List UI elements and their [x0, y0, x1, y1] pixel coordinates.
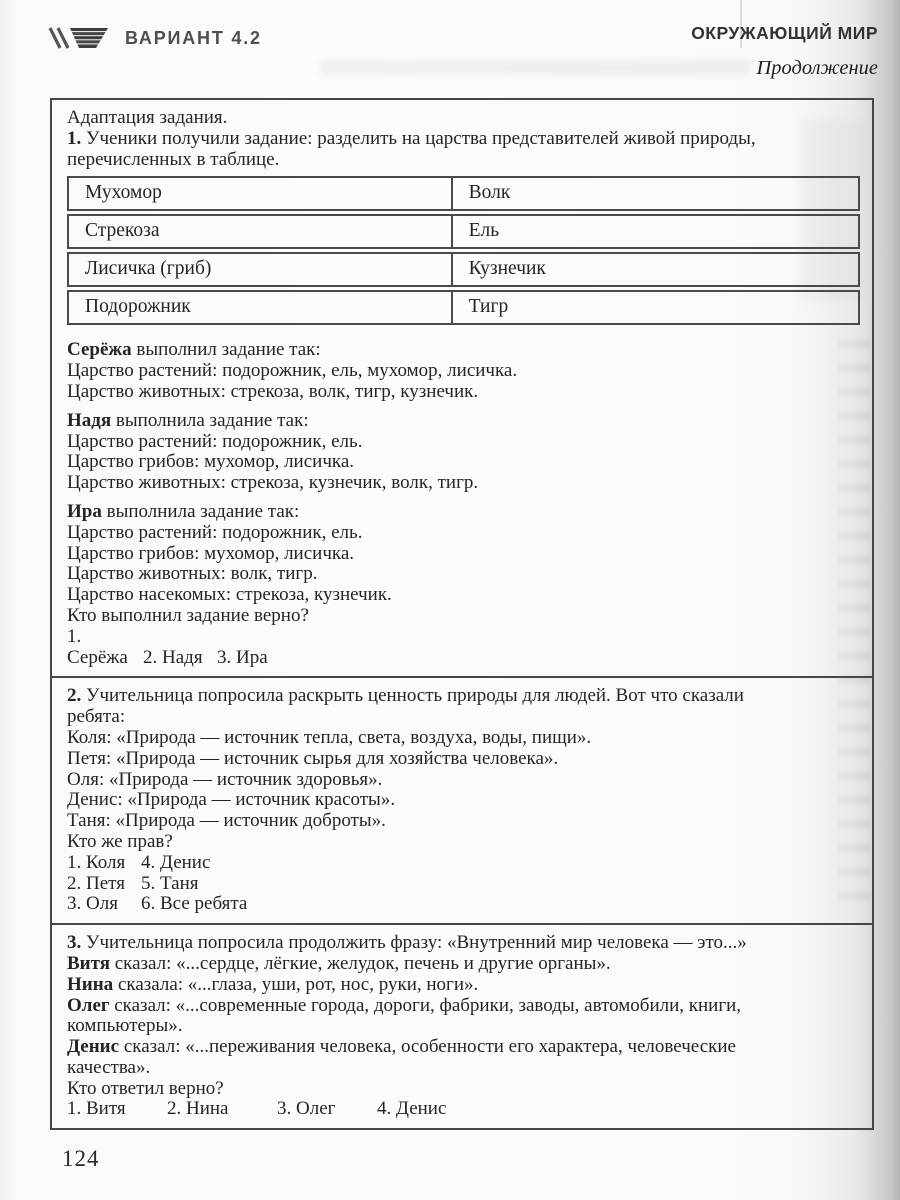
table-cell: Кузнечик [452, 252, 860, 287]
page-number: 124 [62, 1146, 100, 1171]
quote-line: Таня: «Природа — источник доброты». [67, 810, 386, 832]
speaker-text: сказал: «...переживания человека, особенности его характера, человеческие [119, 1036, 736, 1058]
speaker-line [67, 1037, 860, 1079]
speaker-text-continued: качества». [67, 1056, 151, 1078]
answer-line: Царство насекомых: стрекоза, кузнечик. [67, 584, 392, 606]
student-answer-serezha [67, 340, 860, 402]
student-answer-ira [67, 502, 860, 606]
answer-option: 3. Олег [277, 1098, 336, 1120]
speaker-text: сказал: «...современные города, дороги, фабрики, заводы, автомобили, книги, [109, 994, 742, 1016]
speaker-line [67, 996, 860, 1038]
task-2-intro-line1: Учительница попросила раскрыть ценность природы для людей. Вот что сказали [86, 685, 744, 707]
answer-option: 4. Денис [377, 1098, 447, 1120]
answer-option: 1. Коля [67, 851, 126, 873]
variant-logo-icon [46, 25, 110, 51]
answer-option: 2. Надя [143, 646, 203, 668]
task-1-intro-line1: Ученики получили задание: разделить на царства представителей живой природы, [86, 127, 756, 149]
answer-line: Царство животных: стрекоза, кузнечик, волк, тигр. [67, 472, 479, 494]
student-name: Ира [67, 500, 102, 522]
student-answer-heading [67, 502, 860, 523]
answer-option: 2. Нина [167, 1098, 229, 1120]
task-1-intro-line2: перечисленных в таблице. [67, 148, 280, 170]
scan-bleedthrough-smudge [320, 60, 750, 75]
table-cell: Тигр [452, 290, 860, 325]
adaptation-note: Адаптация задания. [67, 107, 228, 128]
table-cell: Ель [452, 214, 860, 249]
answer-line: Царство животных: стрекоза, волк, тигр, кузнечик. [67, 380, 479, 402]
task-2-question: Кто же прав? [67, 830, 173, 852]
table-cell: Стрекоза [67, 214, 452, 249]
answer-option: 6. Все ребята [141, 893, 248, 915]
subject-label: ОКРУЖАЮЩИЙ МИР [691, 23, 878, 43]
table-row [67, 290, 860, 325]
student-answer-heading-rest: выполнила задание так: [101, 500, 300, 522]
speaker-name: Денис [67, 1036, 120, 1058]
student-answer-heading [67, 411, 860, 432]
task-1-options [67, 627, 860, 669]
variant-header [46, 25, 262, 51]
student-name: Надя [67, 409, 112, 431]
quote-line: Денис: «Природа — источник красоты». [67, 789, 396, 811]
task-1-question: Кто выполнил задание верно? [67, 604, 309, 626]
answer-line: Царство растений: подорожник, ель. [67, 521, 363, 543]
tasks-frame [50, 98, 874, 1130]
answer-line: Царство растений: подорожник, ель. [67, 430, 363, 452]
speaker-line [67, 975, 860, 996]
answer-option: 5. Таня [141, 872, 199, 894]
student-answer-heading-rest: выполнил задание так: [131, 339, 321, 361]
task-3-question: Кто ответил верно? [67, 1077, 224, 1099]
answer-option: 1. Серёжа [67, 625, 128, 668]
speaker-name: Витя [67, 952, 110, 974]
answer-option: 4. Денис [141, 851, 211, 873]
table-row [67, 252, 860, 287]
table-cell: Волк [452, 176, 860, 211]
speaker-text-continued: компьютеры». [67, 1015, 183, 1037]
answer-option: 2. Петя [67, 872, 125, 894]
task-2-intro [67, 686, 860, 728]
task-3-options [67, 1099, 860, 1120]
task-2-number: 2. [67, 685, 82, 707]
speaker-text: сказал: «...сердце, лёгкие, желудок, печень и другие органы». [109, 952, 611, 974]
variant-label: ВАРИАНТ 4.2 [125, 27, 262, 48]
task-1 [52, 100, 872, 676]
table-row [67, 214, 860, 249]
student-answer-nadya [67, 411, 860, 494]
answer-line: Царство растений: подорожник, ель, мухомор, лисичка. [67, 360, 518, 382]
task-2-intro-line2: ребята: [67, 706, 126, 728]
task-3-intro-text: Учительница попросила продолжить фразу: «Внутренний мир человека — это...» [86, 932, 747, 954]
quote-line: Петя: «Природа — источник сырья для хозяйства человека». [67, 747, 559, 769]
task-3 [52, 923, 872, 1128]
answer-line: Царство грибов: мухомор, лисичка. [67, 451, 355, 473]
quote-line: Оля: «Природа — источник здоровья». [67, 768, 383, 790]
organisms-table [67, 173, 860, 328]
task-2 [52, 676, 872, 923]
quote-line: Коля: «Природа — источник тепла, света, воздуха, воды, пищи». [67, 726, 592, 748]
table-cell: Мухомор [67, 176, 452, 211]
continuation-label: Продолжение [756, 57, 878, 79]
student-name: Серёжа [67, 339, 132, 361]
task-1-intro [67, 129, 860, 171]
table-cell: Лисичка (гриб) [67, 252, 452, 287]
answer-line: Царство грибов: мухомор, лисичка. [67, 542, 355, 564]
student-answer-heading-rest: выполнила задание так: [111, 409, 309, 431]
answer-option: 1. Витя [67, 1098, 126, 1120]
student-answer-heading [67, 340, 860, 361]
answer-option: 3. Оля [67, 893, 118, 915]
speaker-name: Олег [67, 994, 110, 1016]
table-row [67, 176, 860, 211]
answer-line: Царство животных: волк, тигр. [67, 563, 318, 585]
task-2-options [67, 853, 347, 915]
answer-option: 3. Ира [217, 646, 268, 668]
task-1-number: 1. [67, 127, 82, 149]
speaker-name: Нина [67, 973, 114, 995]
speaker-line [67, 954, 860, 975]
task-3-number: 3. [67, 932, 82, 954]
table-cell: Подорожник [67, 290, 452, 325]
task-3-intro [67, 933, 860, 954]
speaker-text: сказала: «...глаза, уши, рот, нос, руки, ноги». [113, 973, 479, 995]
